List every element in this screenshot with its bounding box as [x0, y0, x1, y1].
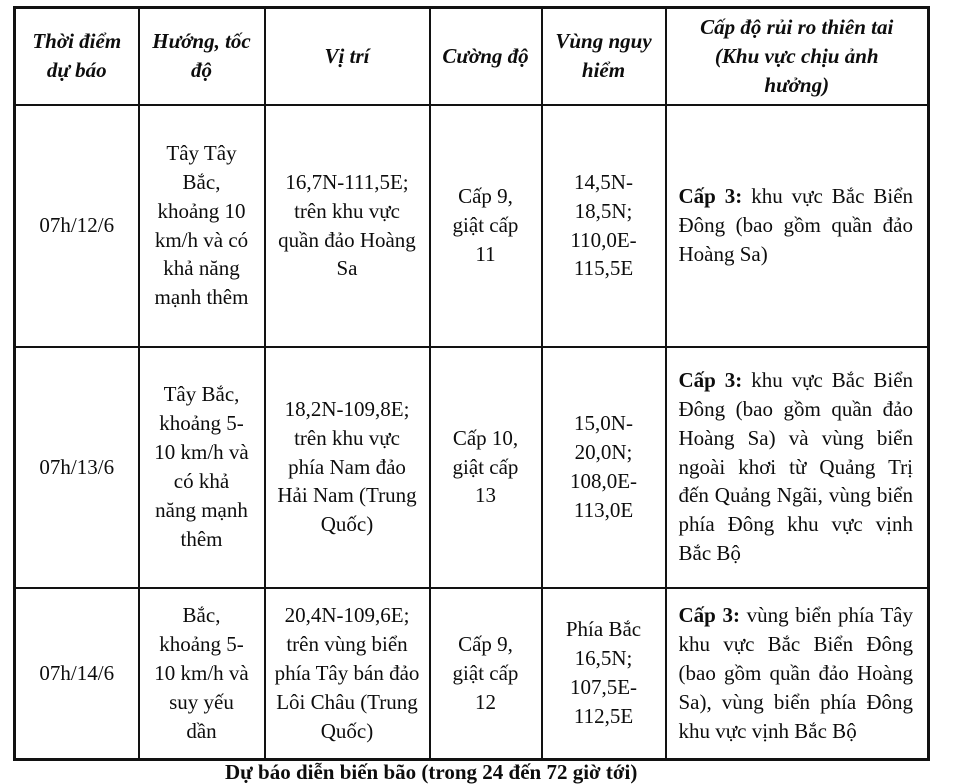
table-row [15, 588, 929, 760]
cell-position: 20,4N-109,6E; trên vùng biển phía Tây bán đảo Lôi Châu (Trung Quốc) [265, 588, 430, 760]
cell-forecast-time: 07h/12/6 [15, 105, 139, 347]
risk-level-label: Cấp 3: [678, 602, 740, 627]
cell-position: 18,2N-109,8E; trên khu vực phía Nam đảo Hải Nam (Trung Quốc) [265, 347, 430, 588]
header-row [15, 8, 929, 105]
risk-level-text: khu vực Bắc Biển Đông (bao gồm quần đảo Hoàng Sa) và vùng biển ngoài khơi từ Quảng Trị đến Quảng Ngãi, vùng biển phía Đông khu vực vịnh Bắc Bộ [678, 367, 914, 566]
cell-direction-speed: Tây Bắc, khoảng 5-10 km/h và có khả năng mạnh thêm [139, 347, 265, 588]
cell-direction-speed: Tây Tây Bắc, khoảng 10 km/h và có khả năng mạnh thêm [139, 105, 265, 347]
cell-forecast-time: 07h/14/6 [15, 588, 139, 760]
cell-direction-speed: Bắc, khoảng 5-10 km/h và suy yếu dần [139, 588, 265, 760]
cell-risk-level [666, 347, 929, 588]
cell-danger-zone: 15,0N-20,0N; 108,0E-113,0E [542, 347, 666, 588]
cell-danger-zone: 14,5N-18,5N; 110,0E-115,5E [542, 105, 666, 347]
cell-intensity: Cấp 9, giật cấp 12 [430, 588, 542, 760]
cell-intensity: Cấp 9, giật cấp 11 [430, 105, 542, 347]
cell-risk-level [666, 588, 929, 760]
cell-forecast-time: 07h/13/6 [15, 347, 139, 588]
header-cell-risk-level: Cấp độ rủi ro thiên tai (Khu vực chịu ảnh hưởng) [666, 8, 929, 105]
risk-level-text: khu vực Bắc Biển Đông (bao gồm quần đảo Hoàng Sa) [678, 184, 914, 266]
table-row [15, 105, 929, 347]
cell-position: 16,7N-111,5E; trên khu vực quần đảo Hoàng Sa [265, 105, 430, 347]
header-cell-direction-speed: Hướng, tốc độ [139, 8, 265, 105]
clipped-caption: Dự báo diễn biến bão (trong 24 đến 72 giờ tới) [225, 760, 638, 784]
header-cell-forecast-time: Thời điểm dự báo [15, 8, 139, 105]
risk-level-label: Cấp 3: [678, 367, 743, 392]
header-cell-position: Vị trí [265, 8, 430, 105]
risk-level-text: vùng biển phía Tây khu vực Bắc Biển Đông (bao gồm quần đảo Hoàng Sa), vùng biển phía Đông khu vực vịnh Bắc Bộ [678, 602, 913, 743]
risk-level-label: Cấp 3: [678, 184, 743, 209]
cell-danger-zone: Phía Bắc 16,5N; 107,5E-112,5E [542, 588, 666, 760]
typhoon-forecast-table [13, 6, 930, 761]
cell-intensity: Cấp 10, giật cấp 13 [430, 347, 542, 588]
cell-risk-level [666, 105, 929, 347]
table-row [15, 347, 929, 588]
header-cell-intensity: Cường độ [430, 8, 542, 105]
header-cell-danger-zone: Vùng nguy hiểm [542, 8, 666, 105]
